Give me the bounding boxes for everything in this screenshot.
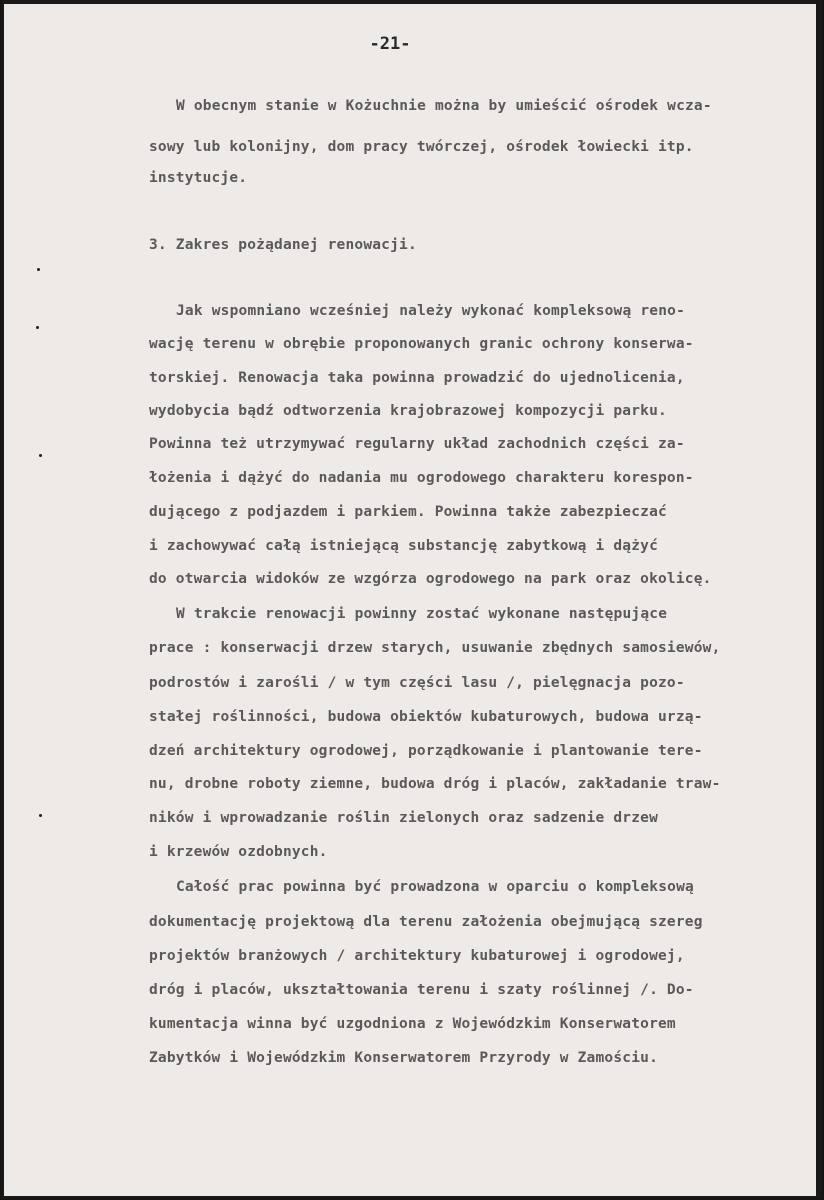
scan-speck xyxy=(39,814,42,817)
text-line: i zachowywać całą istniejącą substancję zabytkową i dążyć xyxy=(149,538,658,554)
scan-speck xyxy=(39,454,42,457)
document-page xyxy=(2,0,822,1198)
text-line: wację terenu w obrębie proponowanych granic ochrony konserwa- xyxy=(149,336,694,352)
text-line: dróg i placów, ukształtowania terenu i szaty roślinnej /. Do- xyxy=(149,982,694,998)
text-line: Jak wspomniano wcześniej należy wykonać kompleksową reno- xyxy=(176,303,685,319)
scan-speck xyxy=(37,268,40,271)
text-line: dującego z podjazdem i parkiem. Powinna także zabezpieczać xyxy=(149,504,667,520)
text-line: W obecnym stanie w Kożuchnie można by umieścić ośrodek wcza- xyxy=(176,98,712,114)
text-line: Powinna też utrzymywać regularny układ zachodnich części za- xyxy=(149,436,685,452)
text-line: dzeń architektury ogrodowej, porządkowanie i plantowanie tere- xyxy=(149,743,703,759)
text-line: dokumentację projektową dla terenu założenia obejmującą szereg xyxy=(149,914,703,930)
text-line: W trakcie renowacji powinny zostać wykonane następujące xyxy=(176,606,668,622)
scan-speck xyxy=(36,326,39,329)
text-line: łożenia i dążyć do nadania mu ogrodowego charakteru korespon- xyxy=(149,470,694,486)
text-line: i krzewów ozdobnych. xyxy=(149,844,328,860)
text-line: kumentacja winna być uzgodniona z Wojewódzkim Konserwatorem xyxy=(149,1016,676,1032)
text-line: sowy lub kolonijny, dom pracy twórczej, ośrodek łowiecki itp. xyxy=(149,139,694,155)
text-line: podrostów i zarośli / w tym części lasu /, pielęgnacja pozo- xyxy=(149,675,685,691)
text-line: ników i wprowadzanie roślin zielonych oraz sadzenie drzew xyxy=(149,810,658,826)
text-line: torskiej. Renowacja taka powinna prowadzić do ujednolicenia, xyxy=(149,370,685,386)
text-line: wydobycia bądź odtworzenia krajobrazowej kompozycji parku. xyxy=(149,403,667,419)
text-line: do otwarcia widoków ze wzgórza ogrodowego na park oraz okolicę. xyxy=(149,571,712,587)
page-number: -21- xyxy=(369,34,411,54)
text-line: stałej roślinności, budowa obiektów kubaturowych, budowa urzą- xyxy=(149,709,703,725)
text-line: instytucje. xyxy=(149,170,248,186)
text-line: Całość prac powinna być prowadzona w oparciu o kompleksową xyxy=(176,879,694,895)
text-line: prace : konserwacji drzew starych, usuwanie zbędnych samosiewów, xyxy=(149,640,721,656)
text-line: projektów branżowych / architektury kubaturowej i ogrodowej, xyxy=(149,948,685,964)
section-title: 3. Zakres pożądanej renowacji. xyxy=(149,237,417,253)
text-line: Zabytków i Wojewódzkim Konserwatorem Przyrody w Zamościu. xyxy=(149,1050,658,1066)
text-line: nu, drobne roboty ziemne, budowa dróg i placów, zakładanie traw- xyxy=(149,776,721,792)
